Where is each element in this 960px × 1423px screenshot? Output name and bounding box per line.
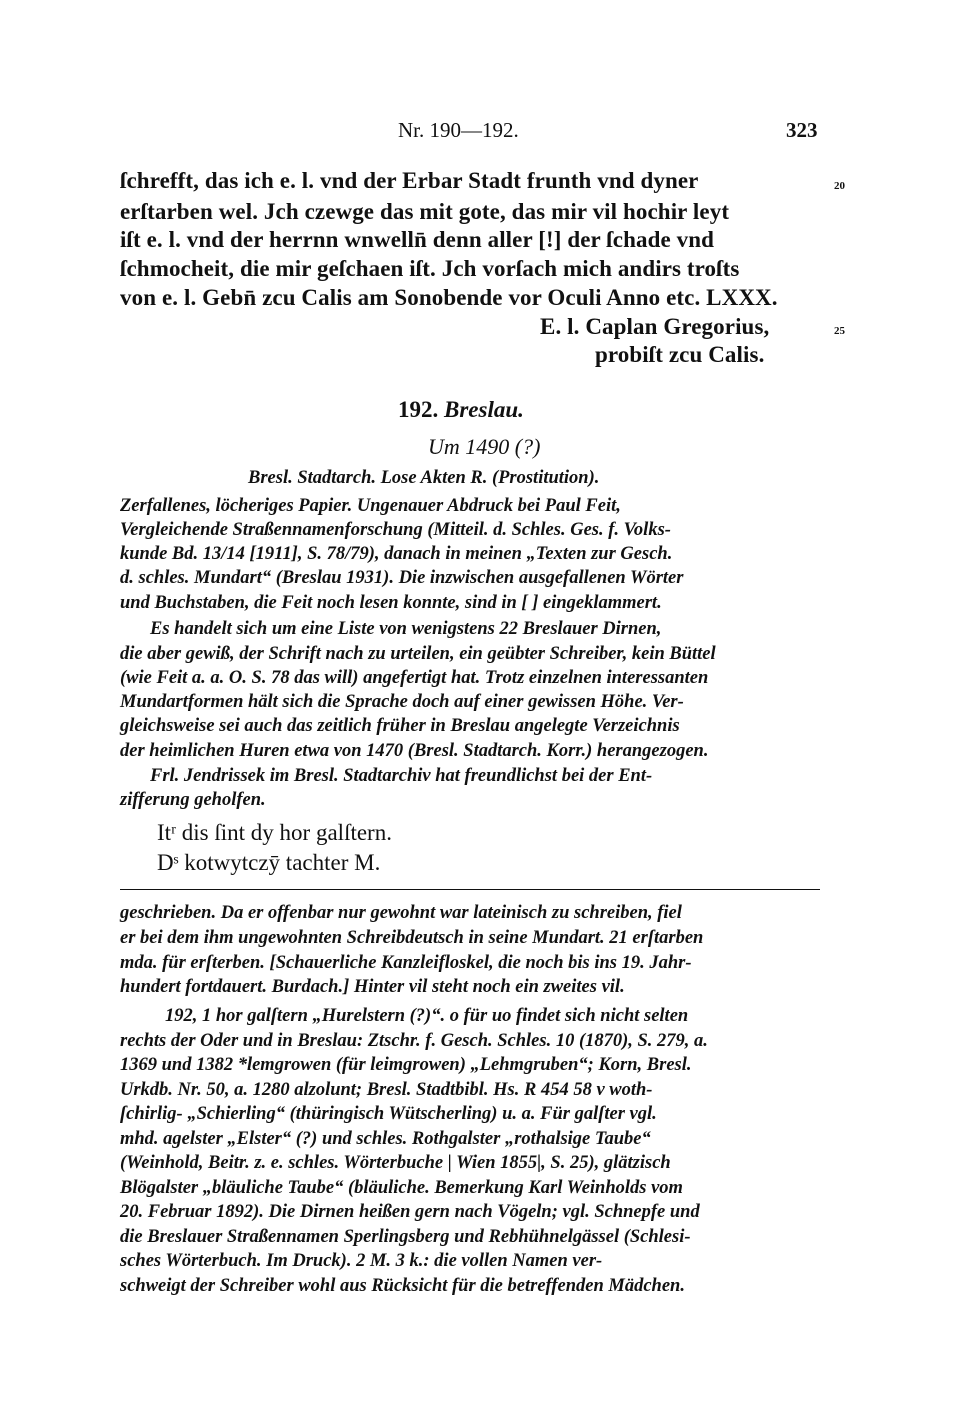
- footnote-line: hundert fortdauert. Burdach.] Hinter vil steht noch ein zweites vil.: [120, 977, 625, 997]
- footnote-divider: [120, 889, 820, 890]
- text-line: iſt e. l. vnd der herrnn wnwelln̄ denn aller [!] der ſchade vnd: [120, 227, 715, 252]
- commentary-line: Vergleichende Straßennamenforschung (Mitteil. d. Schles. Ges. f. Volks-: [120, 520, 671, 540]
- line-number: 25: [834, 325, 845, 337]
- document-date: Um 1490 (?): [428, 434, 541, 459]
- footnote-line: er bei dem ihm ungewohnten Schreibdeutsch in seine Mundart. 21 erſtarben: [120, 928, 704, 948]
- text-line: Dˢ kotwytczȳ tachter M.: [157, 850, 381, 875]
- commentary-line: d. schles. Mundart“ (Breslau 1931). Die inzwischen ausgefallenen Wörter: [120, 568, 684, 588]
- document-number: 192.: [398, 397, 439, 422]
- document-place: Breslau.: [444, 397, 524, 422]
- text-line: von e. l. Gebn̄ zcu Calis am Sonobende vor Oculi Anno etc. LXXX.: [120, 285, 778, 310]
- footnote-line: 192, 1 hor galſtern „Hurelstern (?)“. o für uo findet sich nicht selten: [165, 1006, 689, 1026]
- commentary-line: (wie Feit a. a. O. S. 78 das will) angefertigt hat. Trotz einzelnen interessanten: [120, 668, 709, 688]
- commentary-line: Mundartformen hält sich die Sprache doch auf einer gewissen Höhe. Ver-: [120, 692, 684, 712]
- commentary-line: zifferung geholfen.: [120, 790, 266, 810]
- page-number: 323: [786, 118, 818, 142]
- commentary-line: Zerfallenes, löcheriges Papier. Ungenauer Abdruck bei Paul Feit,: [120, 496, 621, 516]
- footnote-line: rechts der Oder und in Breslau: Ztschr. f. Gesch. Schles. 10 (1870), S. 279, a.: [120, 1031, 708, 1051]
- commentary-line: die aber gewiß, der Schrift nach zu urteilen, ein geübter Schreiber, kein Büttel: [120, 644, 716, 664]
- commentary-line: der heimlichen Huren etwa von 1470 (Bresl. Stadtarch. Korr.) herangezogen.: [120, 741, 709, 761]
- footnote-line: mda. für erſterben. [Schauerliche Kanzleifloskel, die noch bis ins 19. Jahr-: [120, 953, 692, 973]
- footnote-line: 1369 und 1382 *lemgrowen (für leimgrowen) „Lehmgruben“; Korn, Bresl.: [120, 1055, 692, 1075]
- line-number: 20: [834, 180, 845, 192]
- text-line: Itʳ dis ſint dy hor galſtern.: [157, 820, 392, 845]
- footnote-line: (Weinhold, Beitr. z. e. schles. Wörterbuche | Wien 1855|, S. 25), glätzisch: [120, 1153, 671, 1173]
- text-line: erſtarben wel. Jch czewge das mit gote, das mir vil hochir leyt: [120, 199, 730, 224]
- footnote-line: Blögalster „bläuliche Taube“ (bläuliche. Bemerkung Karl Weinholds vom: [120, 1178, 683, 1198]
- commentary-line: Frl. Jendrissek im Bresl. Stadtarchiv hat freundlichst bei der Ent-: [150, 766, 653, 786]
- commentary-line: kunde Bd. 13/14 [1911], S. 78/79), danach in meinen „Texten zur Gesch.: [120, 544, 673, 564]
- footnote-line: ſchirlig- „Schierling“ (thüringisch Wütscherling) u. a. Für galſter vgl.: [120, 1104, 657, 1124]
- document-heading: [398, 397, 524, 423]
- text-line: ſchmocheit, die mir geſchaen iſt. Jch vorſach mich andirs troſts: [120, 256, 740, 281]
- footnote-line: Urkdb. Nr. 50, a. 1280 alzolunt; Bresl. Stadtbibl. Hs. R 454 58 v woth-: [120, 1080, 653, 1100]
- running-header: Nr. 190—192.: [398, 118, 519, 142]
- footnote-line: 20. Februar 1892). Die Dirnen heißen gern nach Vögeln; vgl. Schnepfe und: [120, 1202, 700, 1222]
- footnote-line: mhd. agelster „Elster“ (?) und schles. Rothgalster „rothalsige Taube“: [120, 1129, 651, 1149]
- footnote-line: geschrieben. Da er offenbar nur gewohnt war lateinisch zu schreiben, fiel: [120, 903, 682, 923]
- footnote-line: die Breslauer Straßennamen Sperlingsberg und Rebhühnelgässel (Schlesi-: [120, 1227, 691, 1247]
- commentary-line: Bresl. Stadtarch. Lose Akten R. (Prostitution).: [248, 468, 600, 488]
- footnote-line: sches Wörterbuch. Im Druck). 2 M. 3 k.: die vollen Namen ver-: [120, 1251, 603, 1271]
- commentary-line: Es handelt sich um eine Liste von wenigstens 22 Breslauer Dirnen,: [150, 619, 662, 639]
- footnote-line: schweigt der Schreiber wohl aus Rücksicht für die betreffenden Mädchen.: [120, 1276, 685, 1296]
- text-line: ſchrefft, das ich e. l. vnd der Erbar Stadt frunth vnd dyner: [120, 168, 699, 193]
- commentary-line: und Buchstaben, die Feit noch lesen konnte, sind in [ ] eingeklammert.: [120, 593, 662, 613]
- commentary-line: gleichsweise sei auch das zeitlich früher in Breslau angelegte Verzeichnis: [120, 716, 680, 736]
- signature-line: probiſt zcu Calis.: [595, 342, 765, 367]
- signature-line: E. l. Caplan Gregorius,: [540, 314, 770, 339]
